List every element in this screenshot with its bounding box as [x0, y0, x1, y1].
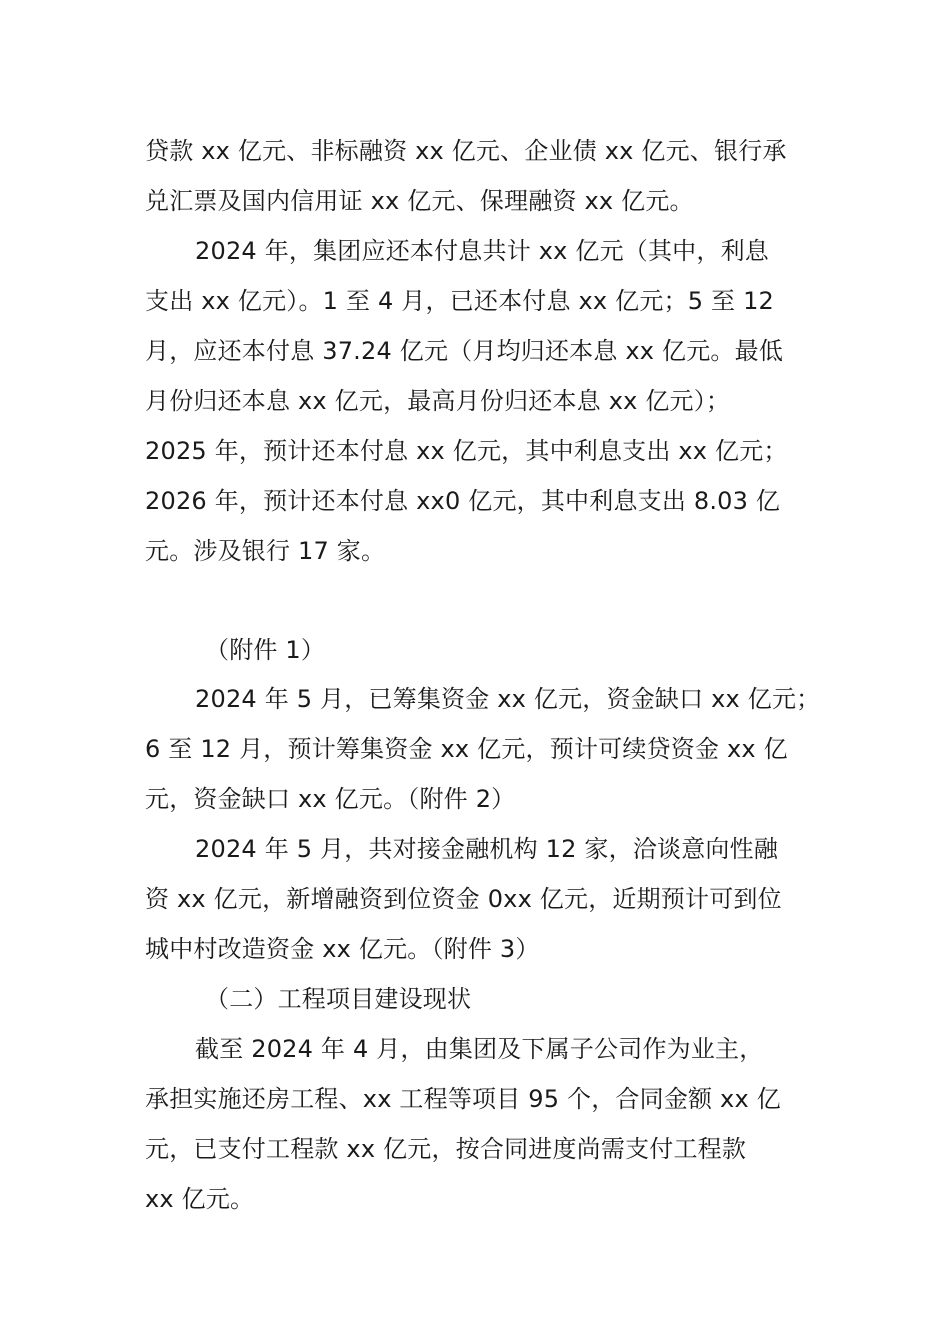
body-text-line: 6 至 12 月，预计筹集资金 xx 亿元，预计可续贷资金 xx 亿	[145, 735, 788, 763]
body-text-line: 支出 xx 亿元）。1 至 4 月，已还本付息 xx 亿元；5 至 12	[145, 287, 775, 315]
body-text-line: 元，资金缺口 xx 亿元。（附件 2）	[145, 785, 516, 813]
paragraph-start-line: 截至 2024 年 4 月，由集团及下属子公司作为业主，	[195, 1035, 764, 1063]
body-text-line: xx 亿元。	[145, 1185, 255, 1213]
attachment-reference: （附件 1）	[205, 636, 326, 664]
body-text-line: 承担实施还房工程、xx 工程等项目 95 个，合同金额 xx 亿	[145, 1085, 781, 1113]
body-text-line: 城中村改造资金 xx 亿元。（附件 3）	[145, 935, 540, 963]
body-text-line: 2025 年，预计还本付息 xx 亿元，其中利息支出 xx 亿元；	[145, 437, 788, 465]
body-text-line: 元，已支付工程款 xx 亿元，按合同进度尚需支付工程款	[145, 1135, 747, 1163]
paragraph-start-line: 2024 年，集团应还本付息共计 xx 亿元（其中，利息	[195, 237, 769, 265]
paragraph-start-line: 2024 年 5 月，已筹集资金 xx 亿元，资金缺口 xx 亿元；	[195, 685, 821, 713]
paragraph-start-line: 2024 年 5 月，共对接金融机构 12 家，洽谈意向性融	[195, 835, 779, 863]
body-text-line: 月，应还本付息 37.24 亿元（月均归还本息 xx 亿元。最低	[145, 337, 784, 365]
section-heading: （二）工程项目建设现状	[205, 985, 472, 1013]
body-text-line: 元。涉及银行 17 家。	[145, 537, 386, 565]
body-text-line: 资 xx 亿元，新增融资到位资金 0xx 亿元，近期预计可到位	[145, 885, 782, 913]
body-text-line: 月份归还本息 xx 亿元，最高月份归还本息 xx 亿元）；	[145, 387, 731, 415]
body-text-line: 兑汇票及国内信用证 xx 亿元、保理融资 xx 亿元。	[145, 187, 694, 215]
body-text-line: 2026 年，预计还本付息 xx0 亿元，其中利息支出 8.03 亿	[145, 487, 781, 515]
body-text-line: 贷款 xx 亿元、非标融资 xx 亿元、企业债 xx 亿元、银行承	[145, 137, 787, 165]
